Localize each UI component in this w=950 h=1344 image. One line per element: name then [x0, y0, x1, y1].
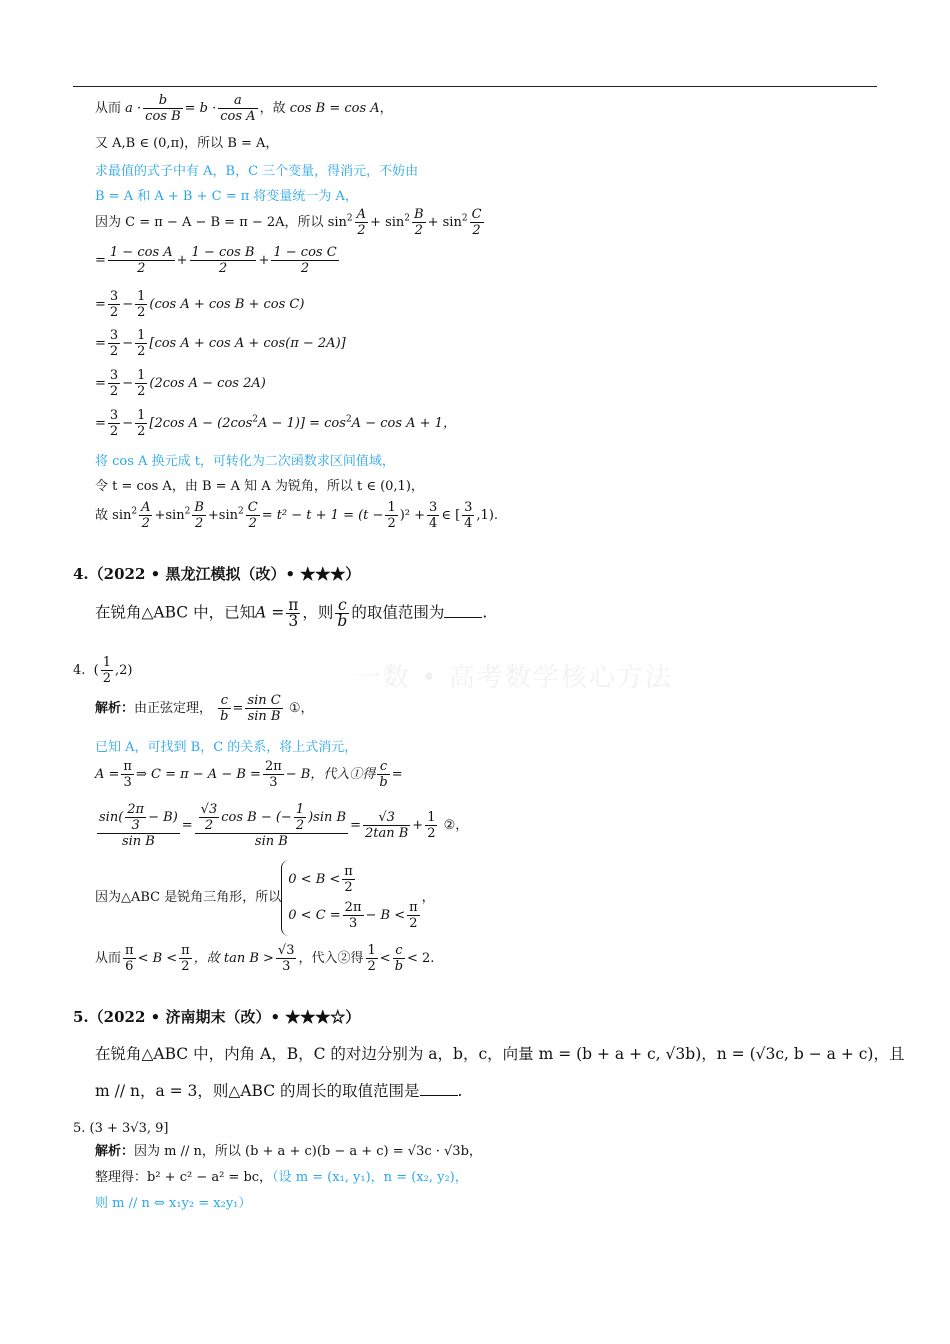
answer4-line6: 从而 $\frac{\pi}{6}$ < B < $\frac{\pi}{2}$ ，故 tan B > $\frac{√3}{3}$ ，代入②得 $\frac{1}{2}$ < $\frac{c}{b}$ < 2. — [95, 943, 435, 974]
sol3-hint2: B = A 和 A + B + C = π 将变量统一为 A， — [95, 189, 358, 204]
watermark: 一数 • 高考数学核心方法 — [355, 663, 673, 693]
sol3-line7: = $\frac{3}{2}$ − $\frac{1}{2}$ (2cos A − cos 2A) — [95, 368, 266, 399]
answer-blank-5 — [420, 1081, 458, 1096]
answer4-hint: 已知 A，可找到 B，C 的关系，将上式消元， — [95, 740, 358, 755]
sol3-hint3: 将 cos A 换元成 t，可转化为二次函数求区间值域， — [95, 454, 395, 469]
answer4-line4: sin( $\frac{2\pi}{3}$ − B) sin B = $\frac{√3}{2}$ cos B − (− $\frac{1}{2}$ )sin B sin B = $\frac{√3}{\text{2tan B}}$ + $\frac{1}{2}$ ②， — [99, 802, 469, 849]
sol3-line3: 因为 C = π − A − B = π − 2A，所以 $\sin^2$ $\frac{A}{2}$ + $\sin^2$ $\frac{B}{2}$ + $\sin^2$ $\frac{C}{2}$ — [95, 207, 482, 238]
sol3-line2: 又 A,B ∈ (0,π)，所以 B = A， — [95, 136, 279, 151]
sol3-line10: 故 $\sin^2$ $\frac{A}{2}$ $+\sin^2$ $\frac{B}{2}$ $+\sin^2$ $\frac{C}{2}$ = t² − t + 1 = (t − $\frac{1}{2}$ )² + $\frac{3}{4}$ ∈ [ $\frac{3}{4}$ ,1). — [95, 500, 499, 531]
sol3-line8: = $\frac{3}{2}$ − $\frac{1}{2}$ [2cos $A - (2\cos^2A - 1)] = \cos^2A - \cos A + 1$， — [95, 408, 456, 439]
problem5-line2: m // n，a = 3，则△ABC 的周长的取值范围是 . — [95, 1082, 463, 1100]
header-rule — [73, 86, 877, 87]
problem4-header: 4.（2022 • 黑龙江模拟（改）• ★★★） — [73, 565, 361, 583]
answer4-line3: A = $\frac{\pi}{3}$ ⇒ C = π − A − B = $\frac{2\pi}{3}$ − B，代入①得 $\frac{c}{b}$ = — [95, 759, 403, 790]
answer4-line: 4. ( $\frac{1}{2}$ ,2) — [73, 655, 133, 686]
sol3-hint1: 求最值的式子中有 A，B，C 三个变量，得消元，不妨由 — [95, 164, 419, 179]
problem5-line1: 在锐角△ABC 中，内角 A，B，C 的对边分别为 a，b，c，向量 m = (b + a + c, √3b)，n = (√3c, b − a + c)，且 — [95, 1045, 905, 1063]
answer4-line5: 因为△ABC 是锐角三角形，所以 0 < B < $\frac{\pi}{2}$ 0 < C = $\frac{2\pi}{3}$ − B < $\frac{\pi}{2}$ ， — [95, 860, 435, 936]
answer5-line1: 解析：因为 m // n，所以 (b + a + c)(b − a + c) = √3c · √3b， — [95, 1144, 482, 1159]
answer5-line3: 则 m // n ⇔ x₁y₂ = x₂y₁） — [95, 1196, 252, 1211]
sol3-line4: = $\frac{\text{1 − cos A}}{2}$ + $\frac{\text{1 − cos B}}{2}$ + $\frac{\text{1 − cos C}}{2}$ — [95, 245, 337, 276]
answer-blank — [444, 603, 482, 618]
problem4-text: 在锐角△ABC 中，已知A = $\frac{\pi}{3}$ ，则 $\frac{c}{b}$ 的取值范围为 . — [95, 596, 488, 630]
answer4-law: 解析：由正弦定理， $\frac{c}{b}$ = $\frac{\text{sin C}}{\text{sin B}}$ ①， — [95, 693, 314, 724]
answer5-line: 5. (3 + 3√3, 9] — [73, 1121, 169, 1136]
sol3-line5: = $\frac{3}{2}$ − $\frac{1}{2}$ (cos A + cos B + cos C) — [95, 289, 305, 320]
problem5-header: 5.（2022 • 济南期末（改）• ★★★☆） — [73, 1008, 361, 1026]
sol3-line6: = $\frac{3}{2}$ − $\frac{1}{2}$ [cos A + cos A + cos(π − 2A)] — [95, 328, 346, 359]
sol3-line9: 令 t = cos A，由 B = A 知 A 为锐角，所以 t ∈ (0,1)， — [95, 479, 424, 494]
case-brace: 0 < B < $\frac{\pi}{2}$ 0 < C = $\frac{2\pi}{3}$ − B < $\frac{\pi}{2}$ — [281, 860, 421, 936]
sol3-line1: 从而 a · $\frac{b}{\text{cos B}}$ = b · $\frac{a}{\text{cos A}}$ ，故 cos B = cos A， — [95, 93, 393, 124]
answer5-line2: 整理得：b² + c² − a² = bc，（设 m = (x₁, y₁)，n = (x₂, y₂)， — [95, 1170, 468, 1185]
